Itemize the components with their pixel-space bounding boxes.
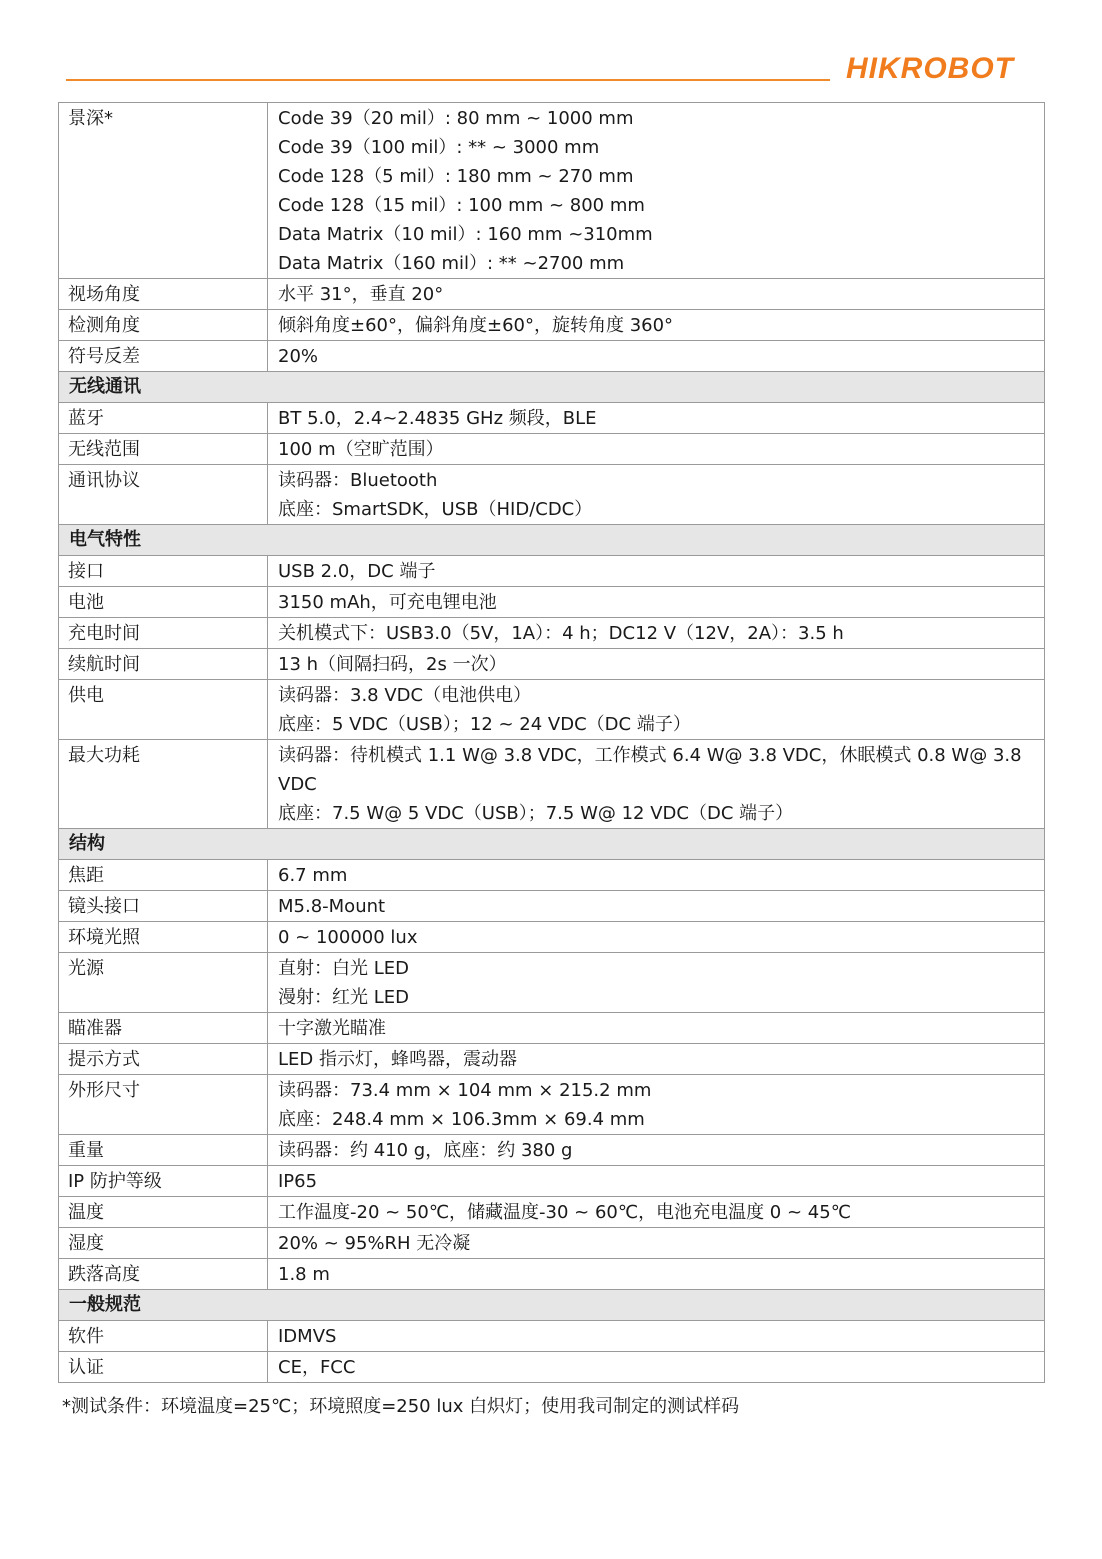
spec-value-cell xyxy=(268,860,1045,891)
section-header xyxy=(59,525,1045,556)
spec-value-line: 底座：5 VDC（USB）；12 ~ 24 VDC（DC 端子） xyxy=(278,714,691,735)
table-row xyxy=(59,1228,1045,1259)
spec-value-cell xyxy=(268,1135,1045,1166)
spec-value-line: Code 128（5 mil）: 180 mm ~ 270 mm xyxy=(278,166,634,187)
spec-value-cell xyxy=(268,403,1045,434)
spec-value-cell xyxy=(268,891,1045,922)
spec-value-line: 读码器：约 410 g，底座：约 380 g xyxy=(278,1140,573,1161)
table-row xyxy=(59,1075,1045,1135)
spec-value-line: Code 39（20 mil）: 80 mm ~ 1000 mm xyxy=(278,108,634,129)
spec-key: 供电 xyxy=(59,680,268,740)
spec-key: 接口 xyxy=(59,556,268,587)
spec-value-line: 读码器：待机模式 1.1 W@ 3.8 VDC，工作模式 6.4 W@ 3.8 VDC，休眠模式 0.8 W@ 3.8 VDC xyxy=(278,745,1022,795)
spec-value-line: 底座：SmartSDK，USB（HID/CDC） xyxy=(278,499,593,520)
table-row xyxy=(59,341,1045,372)
spec-value-line: IDMVS xyxy=(278,1326,337,1347)
spec-key: 符号反差 xyxy=(59,341,268,372)
spec-value-line: Code 128（15 mil）: 100 mm ~ 800 mm xyxy=(278,195,645,216)
spec-value-line: 水平 31°，垂直 20° xyxy=(278,284,444,305)
spec-value-line: 1.8 m xyxy=(278,1264,330,1285)
spec-value-cell xyxy=(268,465,1045,525)
spec-key: 续航时间 xyxy=(59,649,268,680)
spec-value-line: 3150 mAh，可充电锂电池 xyxy=(278,592,497,613)
table-row xyxy=(59,1166,1045,1197)
spec-key: 最大功耗 xyxy=(59,740,268,829)
spec-value-cell xyxy=(268,1259,1045,1290)
table-row xyxy=(59,587,1045,618)
spec-value-cell xyxy=(268,1044,1045,1075)
section-title: 无线通讯 xyxy=(59,372,1045,403)
spec-key: 软件 xyxy=(59,1321,268,1352)
spec-value-line: 6.7 mm xyxy=(278,865,348,886)
brand-logo: HIKROBOT xyxy=(846,52,1014,85)
spec-key: 光源 xyxy=(59,953,268,1013)
spec-value-cell xyxy=(268,618,1045,649)
spec-value-cell xyxy=(268,1166,1045,1197)
spec-key: 镜头接口 xyxy=(59,891,268,922)
spec-key: 湿度 xyxy=(59,1228,268,1259)
spec-value-line: Code 39（100 mil）: ** ~ 3000 mm xyxy=(278,137,600,158)
spec-value-line: LED 指示灯，蜂鸣器，震动器 xyxy=(278,1049,517,1070)
spec-value-line: 漫射：红光 LED xyxy=(278,987,409,1008)
spec-key: 外形尺寸 xyxy=(59,1075,268,1135)
spec-key: 电池 xyxy=(59,587,268,618)
table-row xyxy=(59,403,1045,434)
spec-value-cell xyxy=(268,1228,1045,1259)
spec-table xyxy=(58,102,1045,1383)
spec-value-line: 十字激光瞄准 xyxy=(278,1018,386,1039)
spec-value-cell xyxy=(268,1321,1045,1352)
spec-value-line: 关机模式下：USB3.0（5V，1A）：4 h；DC12 V（12V，2A）：3.5 h xyxy=(278,623,844,644)
spec-value-cell xyxy=(268,1013,1045,1044)
spec-value-cell xyxy=(268,587,1045,618)
section-title: 电气特性 xyxy=(59,525,1045,556)
table-row xyxy=(59,891,1045,922)
spec-value-line: 底座：7.5 W@ 5 VDC（USB）；7.5 W@ 12 VDC（DC 端子） xyxy=(278,803,794,824)
spec-key: 景深* xyxy=(59,103,268,279)
spec-value-line: 工作温度-20 ~ 50℃，储藏温度-30 ~ 60℃，电池充电温度 0 ~ 45℃ xyxy=(278,1202,851,1223)
spec-value-cell xyxy=(268,279,1045,310)
spec-key: 瞄准器 xyxy=(59,1013,268,1044)
spec-value-line: M5.8-Mount xyxy=(278,896,386,917)
spec-value-line: 20% xyxy=(278,346,319,367)
spec-value-line: Data Matrix（160 mil）: ** ~2700 mm xyxy=(278,253,625,274)
spec-key: 无线范围 xyxy=(59,434,268,465)
spec-value-cell xyxy=(268,434,1045,465)
spec-value-cell xyxy=(268,1075,1045,1135)
spec-value-line: 底座：248.4 mm × 106.3mm × 69.4 mm xyxy=(278,1109,645,1130)
spec-value-line: 13 h（间隔扫码，2s 一次） xyxy=(278,654,507,675)
spec-value-line: 100 m（空旷范围） xyxy=(278,439,444,460)
table-row xyxy=(59,1197,1045,1228)
table-row xyxy=(59,618,1045,649)
table-row xyxy=(59,953,1045,1013)
table-row xyxy=(59,740,1045,829)
table-row xyxy=(59,1259,1045,1290)
table-row xyxy=(59,1044,1045,1075)
table-row xyxy=(59,922,1045,953)
spec-value-line: 0 ~ 100000 lux xyxy=(278,927,418,948)
table-row xyxy=(59,680,1045,740)
spec-key: 温度 xyxy=(59,1197,268,1228)
table-row xyxy=(59,279,1045,310)
table-row xyxy=(59,556,1045,587)
spec-value-line: 倾斜角度±60°，偏斜角度±60°，旋转角度 360° xyxy=(278,315,674,336)
table-row xyxy=(59,1135,1045,1166)
spec-value-cell xyxy=(268,680,1045,740)
spec-key: 提示方式 xyxy=(59,1044,268,1075)
table-row xyxy=(59,434,1045,465)
spec-value-cell xyxy=(268,1197,1045,1228)
section-title: 一般规范 xyxy=(59,1290,1045,1321)
spec-key: 环境光照 xyxy=(59,922,268,953)
spec-value-cell xyxy=(268,341,1045,372)
spec-value-line: 读码器：3.8 VDC（电池供电） xyxy=(278,685,532,706)
spec-key: IP 防护等级 xyxy=(59,1166,268,1197)
spec-key: 跌落高度 xyxy=(59,1259,268,1290)
spec-value-line: 20% ~ 95%RH 无冷凝 xyxy=(278,1233,471,1254)
table-row xyxy=(59,1321,1045,1352)
spec-value-line: Data Matrix（10 mil）: 160 mm ~310mm xyxy=(278,224,653,245)
table-row xyxy=(59,649,1045,680)
section-header xyxy=(59,829,1045,860)
spec-value-line: CE，FCC xyxy=(278,1357,356,1378)
spec-value-line: 直射：白光 LED xyxy=(278,958,409,979)
spec-value-cell xyxy=(268,740,1045,829)
table-row xyxy=(59,310,1045,341)
section-header xyxy=(59,372,1045,403)
footnote: *测试条件：环境温度=25℃；环境照度=250 lux 白炽灯；使用我司制定的测试样码 xyxy=(62,1396,740,1417)
spec-key: 充电时间 xyxy=(59,618,268,649)
spec-key: 检测角度 xyxy=(59,310,268,341)
table-row xyxy=(59,1352,1045,1383)
spec-key: 视场角度 xyxy=(59,279,268,310)
table-row xyxy=(59,860,1045,891)
spec-value-line: 读码器：Bluetooth xyxy=(278,470,438,491)
table-row xyxy=(59,465,1045,525)
spec-key: 认证 xyxy=(59,1352,268,1383)
spec-key: 蓝牙 xyxy=(59,403,268,434)
spec-value-line: BT 5.0，2.4~2.4835 GHz 频段，BLE xyxy=(278,408,597,429)
spec-key: 焦距 xyxy=(59,860,268,891)
section-title: 结构 xyxy=(59,829,1045,860)
spec-value-cell xyxy=(268,103,1045,279)
spec-value-cell xyxy=(268,556,1045,587)
spec-value-cell xyxy=(268,649,1045,680)
spec-value-line: IP65 xyxy=(278,1171,318,1192)
spec-key: 通讯协议 xyxy=(59,465,268,525)
spec-value-cell xyxy=(268,922,1045,953)
header-divider xyxy=(66,79,830,81)
section-header xyxy=(59,1290,1045,1321)
spec-value-cell xyxy=(268,1352,1045,1383)
table-row xyxy=(59,1013,1045,1044)
spec-value-line: 读码器：73.4 mm × 104 mm × 215.2 mm xyxy=(278,1080,652,1101)
spec-value-cell xyxy=(268,953,1045,1013)
spec-key: 重量 xyxy=(59,1135,268,1166)
table-row xyxy=(59,103,1045,279)
spec-value-line: USB 2.0，DC 端子 xyxy=(278,561,436,582)
spec-value-cell xyxy=(268,310,1045,341)
